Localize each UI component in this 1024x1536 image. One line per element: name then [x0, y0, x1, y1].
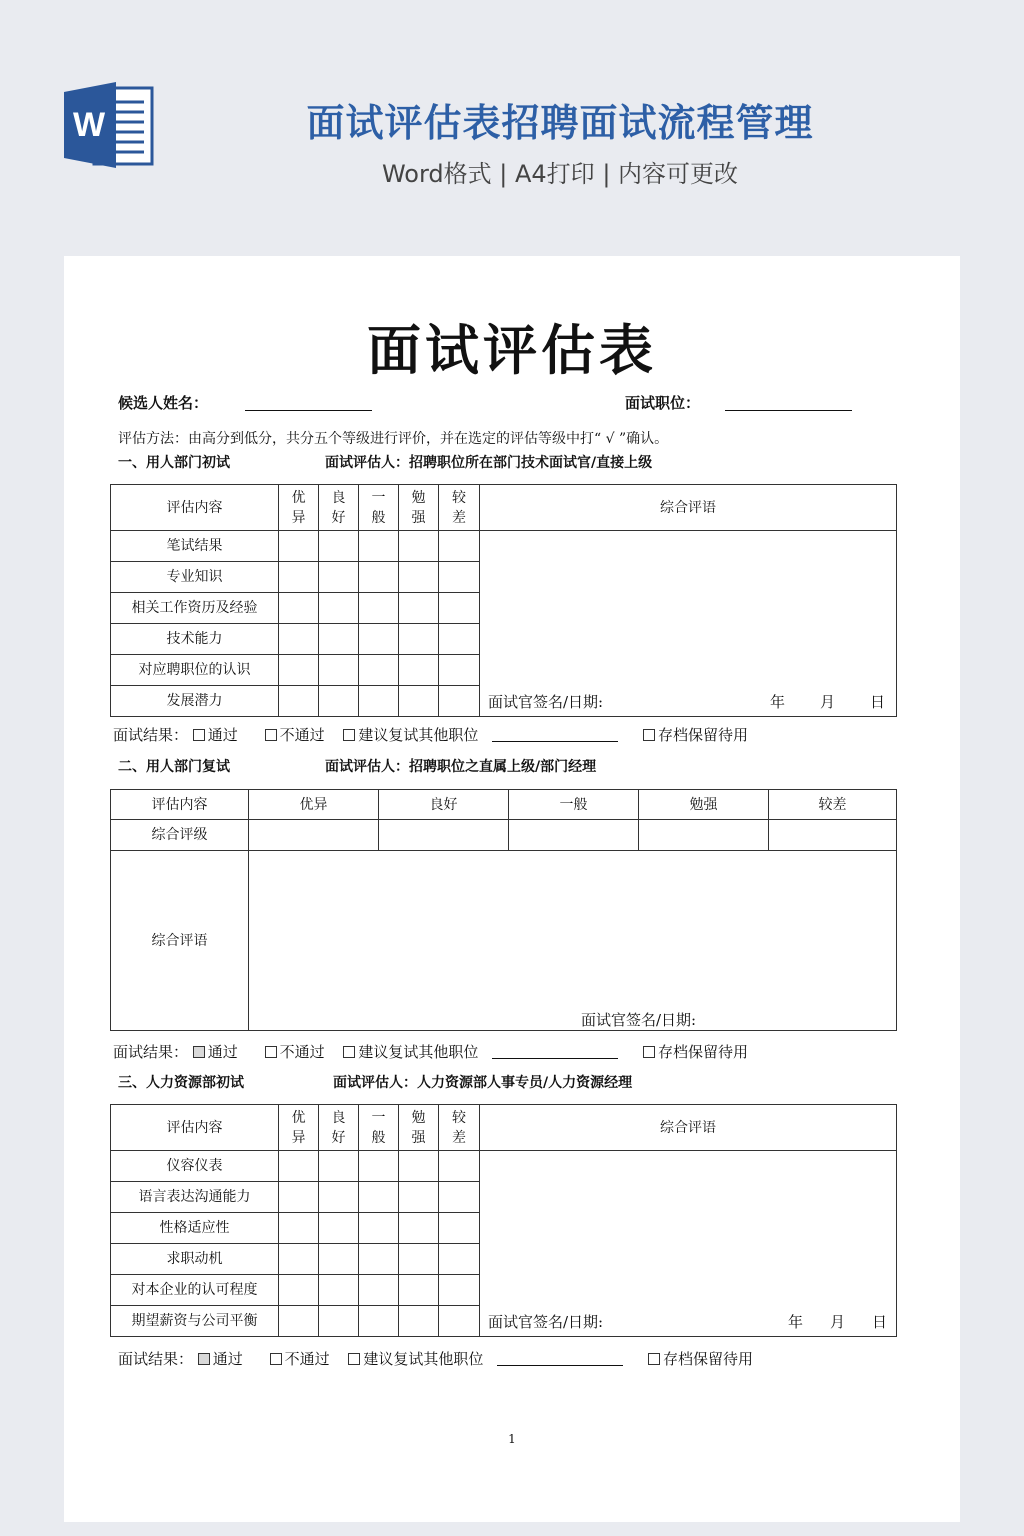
- grade-cell[interactable]: [359, 1182, 399, 1213]
- grade-cell[interactable]: [319, 562, 359, 593]
- month-label: 月: [830, 1313, 846, 1331]
- section1-comment-box[interactable]: [480, 531, 897, 717]
- section2-comment-box[interactable]: [249, 851, 897, 1031]
- header-grade-poor: 较 差: [439, 485, 480, 531]
- grade-cell[interactable]: [359, 1151, 399, 1182]
- checkbox-icon[interactable]: [270, 1353, 282, 1365]
- grade-cell[interactable]: [279, 1244, 319, 1275]
- grade-cell[interactable]: [439, 1306, 480, 1337]
- header-grade-average: 一 般: [359, 1105, 399, 1151]
- grade-cell[interactable]: [439, 1151, 480, 1182]
- row-label: 对本企业的认可程度: [111, 1275, 279, 1306]
- signature-date-label: 面试官签名/日期:: [488, 1313, 604, 1331]
- retry-position-field[interactable]: [497, 1365, 623, 1366]
- grade-cell[interactable]: [439, 531, 480, 562]
- row-label: 相关工作资历及经验: [111, 593, 279, 624]
- overall-rating-label: 综合评级: [111, 820, 249, 851]
- grade-cell[interactable]: [439, 562, 480, 593]
- section3-comment-box[interactable]: [480, 1151, 897, 1337]
- grade-cell[interactable]: [399, 1306, 439, 1337]
- checkbox-icon[interactable]: [348, 1353, 360, 1365]
- grade-cell[interactable]: [439, 655, 480, 686]
- grade-cell[interactable]: [319, 1244, 359, 1275]
- grade-cell[interactable]: [279, 1151, 319, 1182]
- day-label: 日: [870, 693, 886, 711]
- evaluation-method: 评估方法：由高分到低分，共分五个等级进行评价，并在选定的评估等级中打“ √ ”确认。: [118, 431, 669, 447]
- option-fail[interactable]: 不通过: [270, 1350, 330, 1368]
- grade-cell[interactable]: [399, 1244, 439, 1275]
- word-icon-letter: W: [72, 106, 106, 144]
- grade-cell[interactable]: [319, 1275, 359, 1306]
- grade-cell[interactable]: [279, 562, 319, 593]
- grade-cell[interactable]: [249, 820, 379, 851]
- grade-cell[interactable]: [359, 686, 399, 717]
- grade-cell[interactable]: [439, 1182, 480, 1213]
- grade-cell[interactable]: [319, 624, 359, 655]
- section1-heading: 一、用人部门初试: [118, 455, 230, 471]
- row-label: 笔试结果: [111, 531, 279, 562]
- checkbox-icon[interactable]: [193, 1046, 205, 1058]
- header-grade-poor: 较差: [769, 790, 897, 820]
- header-grade-good: 良好: [379, 790, 509, 820]
- overall-comment-label: 综合评语: [111, 851, 249, 1031]
- grade-cell[interactable]: [399, 1213, 439, 1244]
- grade-cell[interactable]: [279, 686, 319, 717]
- grade-cell[interactable]: [439, 624, 480, 655]
- grade-cell[interactable]: [359, 1244, 399, 1275]
- month-label: 月: [820, 693, 836, 711]
- header-grade-good: 良 好: [319, 1105, 359, 1151]
- day-label: 日: [872, 1313, 888, 1331]
- header-grade-poor: 较 差: [439, 1105, 480, 1151]
- grade-cell[interactable]: [439, 1275, 480, 1306]
- grade-cell[interactable]: [399, 562, 439, 593]
- section1-evaluator: 面试评估人：招聘职位所在部门技术面试官/直接上级: [325, 455, 653, 471]
- section2-table: [110, 789, 897, 1031]
- grade-cell[interactable]: [509, 820, 639, 851]
- option-pass[interactable]: 通过: [198, 1350, 243, 1368]
- header-grade-fair: 勉 强: [399, 1105, 439, 1151]
- option-fail[interactable]: 不通过: [265, 1043, 325, 1061]
- grade-cell[interactable]: [399, 593, 439, 624]
- option-pass[interactable]: 通过: [193, 1043, 238, 1061]
- section3-result-row: [118, 1348, 483, 1369]
- result-label: 面试结果：: [113, 726, 189, 744]
- retry-position-field[interactable]: [492, 1058, 618, 1059]
- candidate-name-label: 候选人姓名：: [118, 394, 209, 412]
- grade-cell[interactable]: [319, 686, 359, 717]
- checkbox-icon[interactable]: [193, 729, 205, 741]
- row-label: 期望薪资与公司平衡: [111, 1306, 279, 1337]
- grade-cell[interactable]: [319, 1213, 359, 1244]
- section2-heading: 二、用人部门复试: [118, 759, 230, 775]
- section2-evaluator: 面试评估人：招聘职位之直属上级/部门经理: [325, 759, 597, 775]
- signature-date-label: 面试官签名/日期:: [581, 1011, 697, 1029]
- header-grade-average: 一 般: [359, 485, 399, 531]
- option-archive[interactable]: 存档保留待用: [643, 724, 748, 745]
- checkbox-icon[interactable]: [265, 1046, 277, 1058]
- grade-cell[interactable]: [359, 624, 399, 655]
- grade-cell[interactable]: [279, 1213, 319, 1244]
- section3-table: [110, 1104, 897, 1337]
- checkbox-icon[interactable]: [265, 729, 277, 741]
- row-label: 对应聘职位的认识: [111, 655, 279, 686]
- grade-cell[interactable]: [279, 531, 319, 562]
- option-retry-other[interactable]: 建议复试其他职位: [348, 1350, 483, 1368]
- grade-cell[interactable]: [359, 1275, 399, 1306]
- word-document-icon: [64, 82, 156, 168]
- header-evaluation-content: 评估内容: [111, 1105, 279, 1151]
- grade-cell[interactable]: [319, 655, 359, 686]
- grade-cell[interactable]: [399, 624, 439, 655]
- grade-cell[interactable]: [279, 1182, 319, 1213]
- grade-cell[interactable]: [279, 1306, 319, 1337]
- year-label: 年: [770, 693, 786, 711]
- section1-result-row: [113, 724, 478, 745]
- grade-cell[interactable]: [379, 820, 509, 851]
- header-grade-fair: 勉强: [639, 790, 769, 820]
- grade-cell[interactable]: [399, 1182, 439, 1213]
- header-evaluation-content: 评估内容: [111, 790, 249, 820]
- header-grade-good: 良 好: [319, 485, 359, 531]
- grade-cell[interactable]: [319, 1182, 359, 1213]
- grade-cell[interactable]: [359, 531, 399, 562]
- checkbox-icon[interactable]: [643, 729, 655, 741]
- section2-result-row: [113, 1041, 478, 1062]
- option-pass[interactable]: 通过: [193, 726, 238, 744]
- option-retry-other[interactable]: 建议复试其他职位: [343, 1043, 478, 1061]
- checkbox-icon[interactable]: [198, 1353, 210, 1365]
- grade-cell[interactable]: [319, 593, 359, 624]
- row-label: 求职动机: [111, 1244, 279, 1275]
- option-archive[interactable]: 存档保留待用: [648, 1348, 753, 1369]
- position-label: 面试职位：: [625, 394, 701, 412]
- grade-cell[interactable]: [359, 1306, 399, 1337]
- grade-cell[interactable]: [319, 1306, 359, 1337]
- position-field[interactable]: [725, 410, 852, 411]
- grade-cell[interactable]: [439, 1244, 480, 1275]
- document-title: 面试评估表: [367, 318, 657, 382]
- grade-cell[interactable]: [359, 562, 399, 593]
- checkbox-icon[interactable]: [343, 729, 355, 741]
- grade-cell[interactable]: [639, 820, 769, 851]
- banner-subtitle: Word格式 | A4打印 | 内容可更改: [381, 160, 739, 188]
- header-grade-excellent: 优 异: [279, 1105, 319, 1151]
- grade-cell[interactable]: [319, 531, 359, 562]
- row-label: 仪容仪表: [111, 1151, 279, 1182]
- section3-evaluator: 面试评估人：人力资源部人事专员/人力资源经理: [333, 1075, 633, 1091]
- header-evaluation-content: 评估内容: [111, 485, 279, 531]
- row-label: 专业知识: [111, 562, 279, 593]
- grade-cell[interactable]: [279, 624, 319, 655]
- header-grade-average: 一般: [509, 790, 639, 820]
- row-label: 性格适应性: [111, 1213, 279, 1244]
- row-label: 语言表达沟通能力: [111, 1182, 279, 1213]
- section1-table: [110, 484, 897, 717]
- grade-cell[interactable]: [439, 593, 480, 624]
- checkbox-icon[interactable]: [643, 1046, 655, 1058]
- grade-cell[interactable]: [399, 655, 439, 686]
- row-label: 技术能力: [111, 624, 279, 655]
- grade-cell[interactable]: [399, 531, 439, 562]
- grade-cell[interactable]: [359, 593, 399, 624]
- grade-cell[interactable]: [769, 820, 897, 851]
- option-retry-other[interactable]: 建议复试其他职位: [343, 726, 478, 744]
- checkbox-icon[interactable]: [648, 1353, 660, 1365]
- banner-title: 面试评估表招聘面试流程管理: [306, 101, 814, 145]
- grade-cell[interactable]: [359, 1213, 399, 1244]
- option-fail[interactable]: 不通过: [265, 726, 325, 744]
- year-label: 年: [788, 1313, 804, 1331]
- header-comments: 综合评语: [480, 1105, 897, 1151]
- option-archive[interactable]: 存档保留待用: [643, 1041, 748, 1062]
- page-number: 1: [508, 1432, 516, 1446]
- header-grade-fair: 勉 强: [399, 485, 439, 531]
- result-label: 面试结果：: [113, 1043, 189, 1061]
- grade-cell[interactable]: [279, 655, 319, 686]
- result-label: 面试结果：: [118, 1350, 194, 1368]
- grade-cell[interactable]: [319, 1151, 359, 1182]
- grade-cell[interactable]: [359, 655, 399, 686]
- section3-heading: 三、人力资源部初试: [118, 1075, 244, 1091]
- checkbox-icon[interactable]: [343, 1046, 355, 1058]
- grade-cell[interactable]: [279, 1275, 319, 1306]
- row-label: 发展潜力: [111, 686, 279, 717]
- header-grade-excellent: 优 异: [279, 485, 319, 531]
- grade-cell[interactable]: [399, 1151, 439, 1182]
- grade-cell[interactable]: [399, 1275, 439, 1306]
- grade-cell[interactable]: [399, 686, 439, 717]
- header-comments: 综合评语: [480, 485, 897, 531]
- grade-cell[interactable]: [439, 686, 480, 717]
- candidate-name-field[interactable]: [245, 410, 372, 411]
- grade-cell[interactable]: [279, 593, 319, 624]
- grade-cell[interactable]: [439, 1213, 480, 1244]
- retry-position-field[interactable]: [492, 741, 618, 742]
- header-grade-excellent: 优异: [249, 790, 379, 820]
- signature-date-label: 面试官签名/日期:: [488, 693, 604, 711]
